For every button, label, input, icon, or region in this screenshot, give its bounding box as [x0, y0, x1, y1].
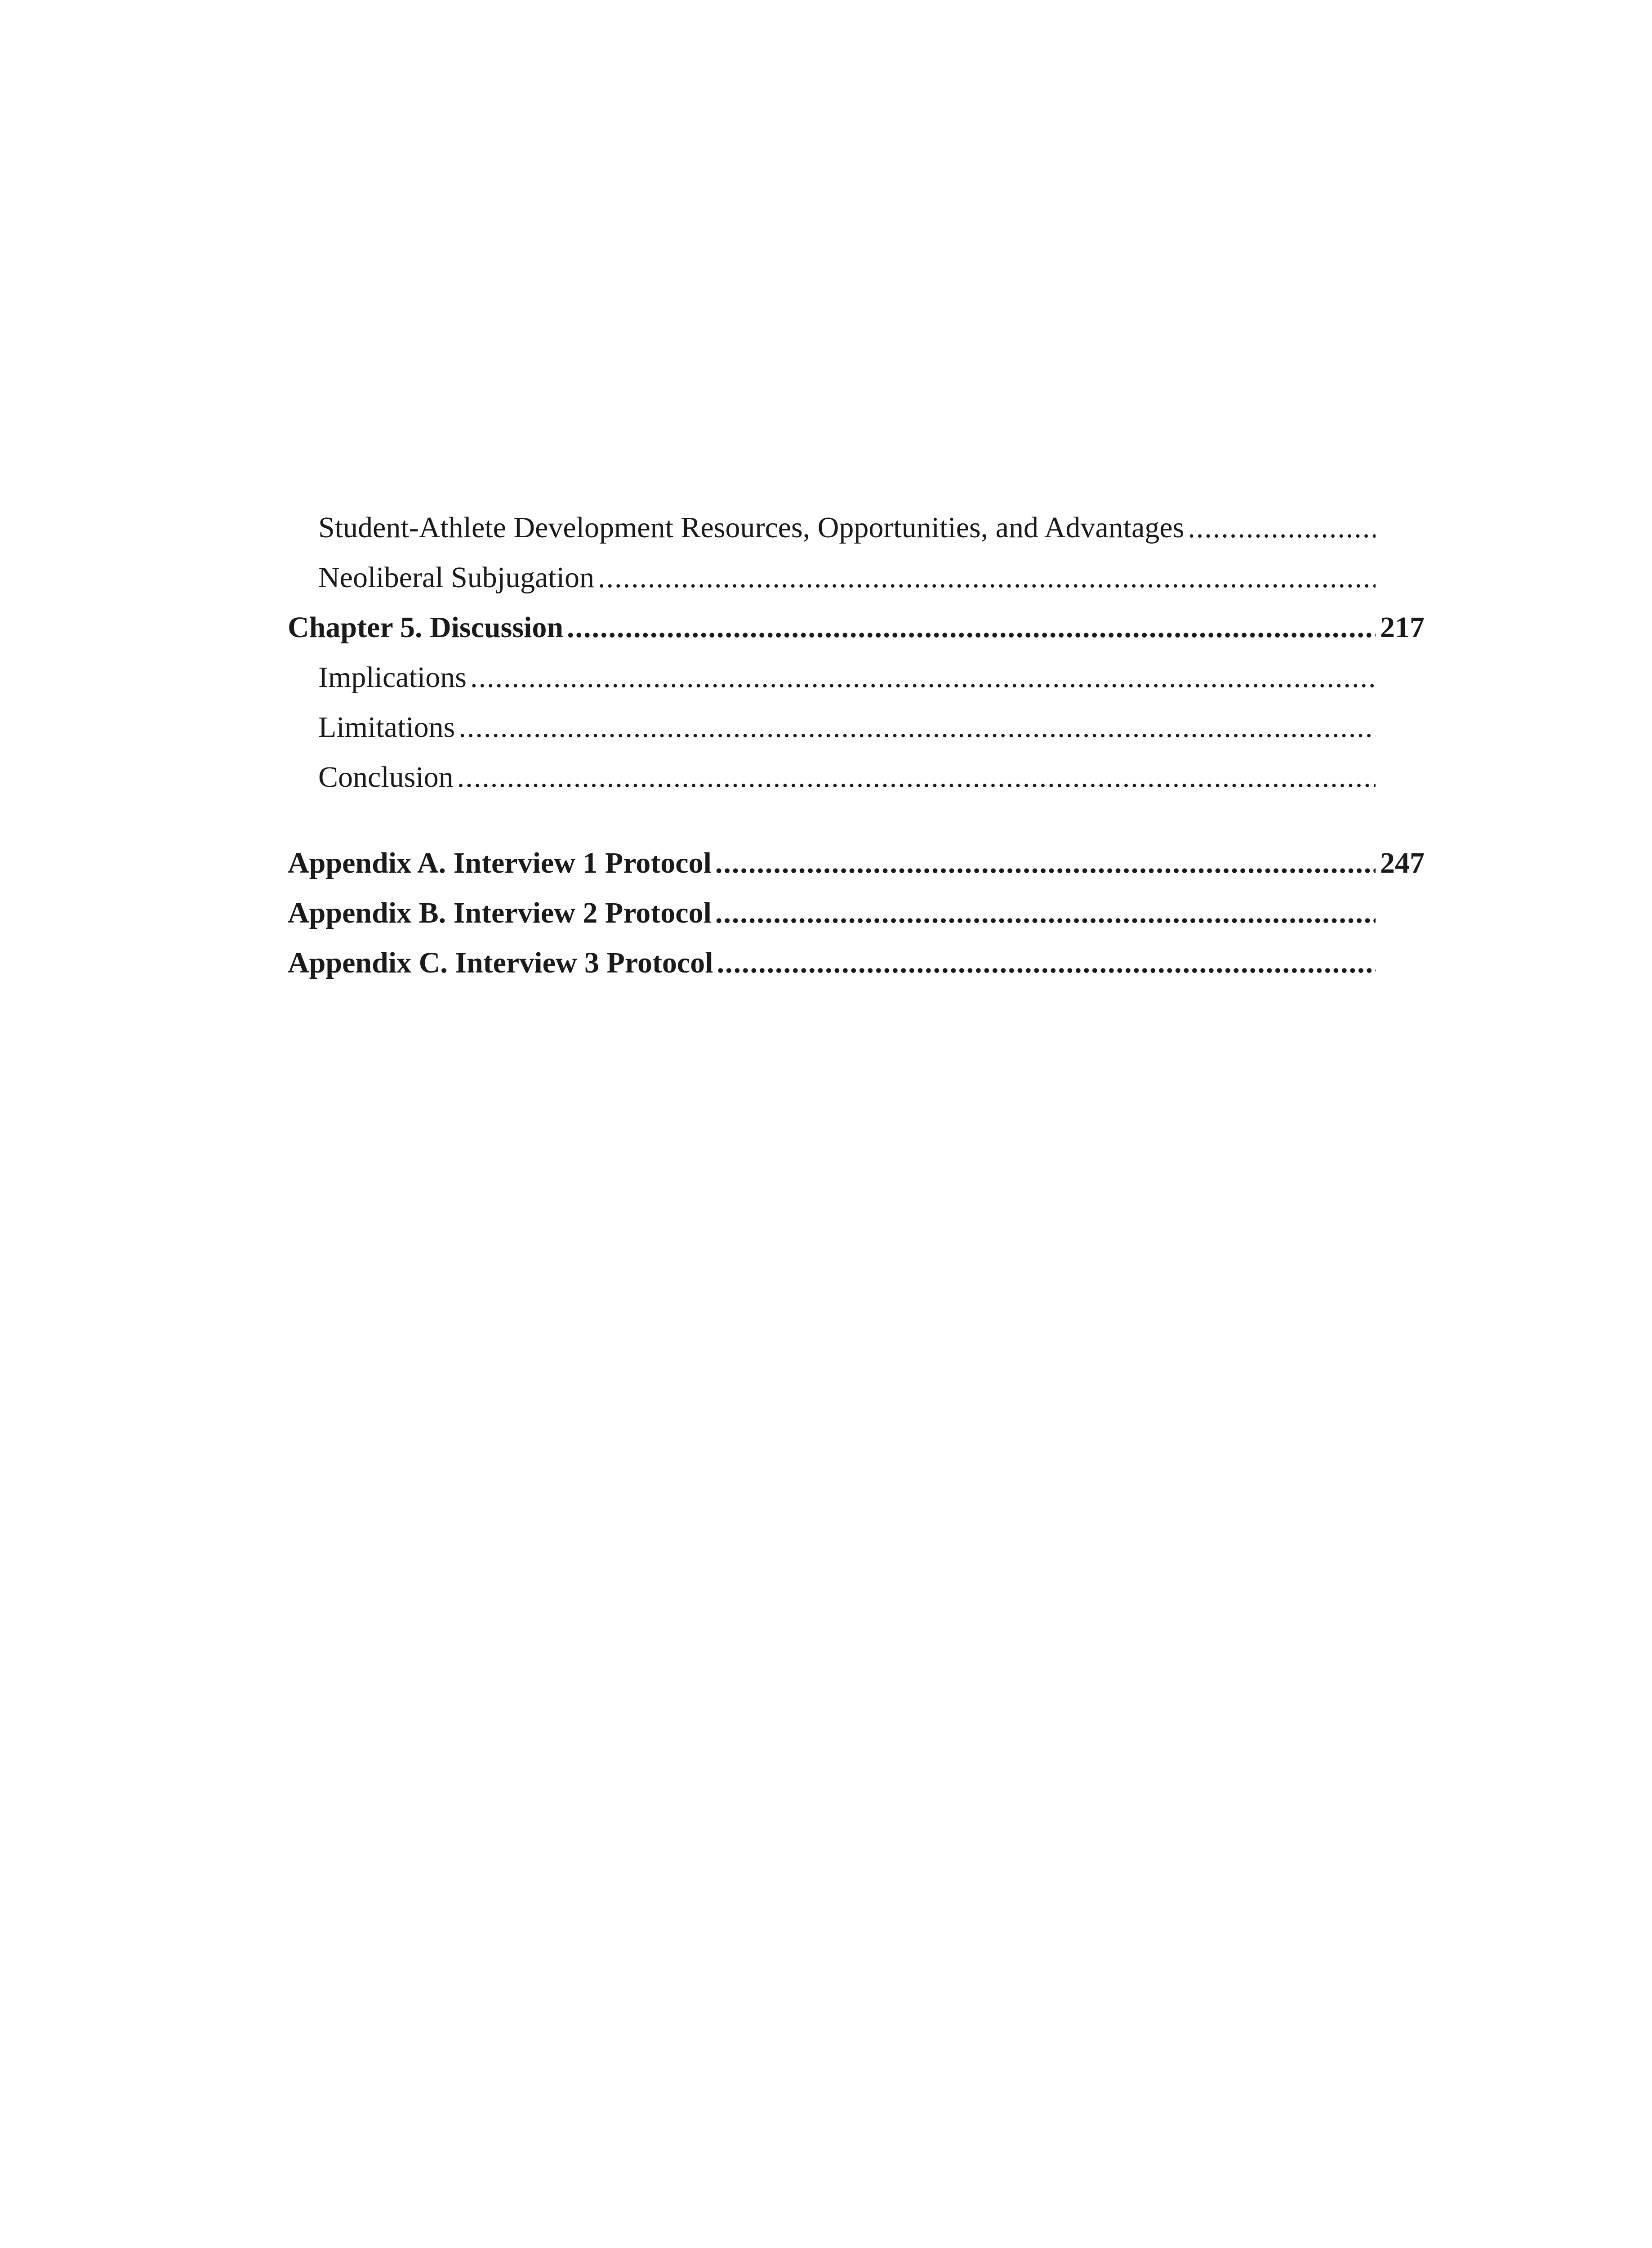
- toc-row: [288, 838, 1376, 888]
- toc-page-number: 247: [1380, 847, 1425, 879]
- toc-entry-label: Appendix A. Interview 1 Protocol: [288, 847, 712, 879]
- toc-row: [318, 553, 1376, 602]
- toc-entry-label: Conclusion: [318, 761, 454, 794]
- toc-entry-conclusion[interactable]: [288, 752, 1438, 802]
- toc-entry-label: Implications: [318, 661, 467, 694]
- toc-row: [318, 702, 1376, 752]
- toc-page-number: 217: [1380, 611, 1425, 644]
- toc-entry-label: Chapter 5. Discussion: [288, 611, 564, 644]
- toc-row: [318, 652, 1376, 702]
- table-of-contents: [288, 503, 1438, 988]
- toc-entry-label: Neoliberal Subjugation: [318, 561, 595, 594]
- toc-entry-limitations[interactable]: [288, 702, 1438, 752]
- toc-leader-dots: [459, 702, 1376, 752]
- toc-leader-dots: [567, 602, 1376, 652]
- toc-entry-label: Appendix C. Interview 3 Protocol: [288, 946, 713, 979]
- toc-entry-chapter-5[interactable]: [288, 602, 1438, 652]
- toc-entry-label: Student-Athlete Development Resources, Opportunities, and Advantages: [318, 511, 1184, 544]
- toc-leader-dots: [457, 752, 1376, 802]
- toc-entry-neoliberal-subjugation[interactable]: [288, 553, 1438, 602]
- toc-leader-dots: [717, 938, 1376, 988]
- toc-entry-implications[interactable]: [288, 652, 1438, 702]
- toc-leader-dots: [598, 553, 1376, 602]
- toc-entry-label: Appendix B. Interview 2 Protocol: [288, 897, 712, 929]
- toc-row: [318, 752, 1376, 802]
- toc-row: [288, 602, 1376, 652]
- toc-leader-dots: [715, 888, 1376, 938]
- toc-leader-dots: [1188, 503, 1376, 553]
- toc-entry-label: Limitations: [318, 711, 455, 744]
- toc-row: [288, 938, 1376, 988]
- toc-leader-dots: [715, 838, 1376, 888]
- toc-row: [288, 888, 1376, 938]
- toc-row: [318, 503, 1376, 553]
- toc-entry-appendix-a[interactable]: [288, 838, 1438, 888]
- toc-entry-student-athlete-development[interactable]: [288, 503, 1438, 553]
- toc-entry-appendix-b[interactable]: [288, 888, 1438, 938]
- toc-leader-dots: [470, 652, 1376, 702]
- toc-entry-appendix-c[interactable]: [288, 938, 1438, 988]
